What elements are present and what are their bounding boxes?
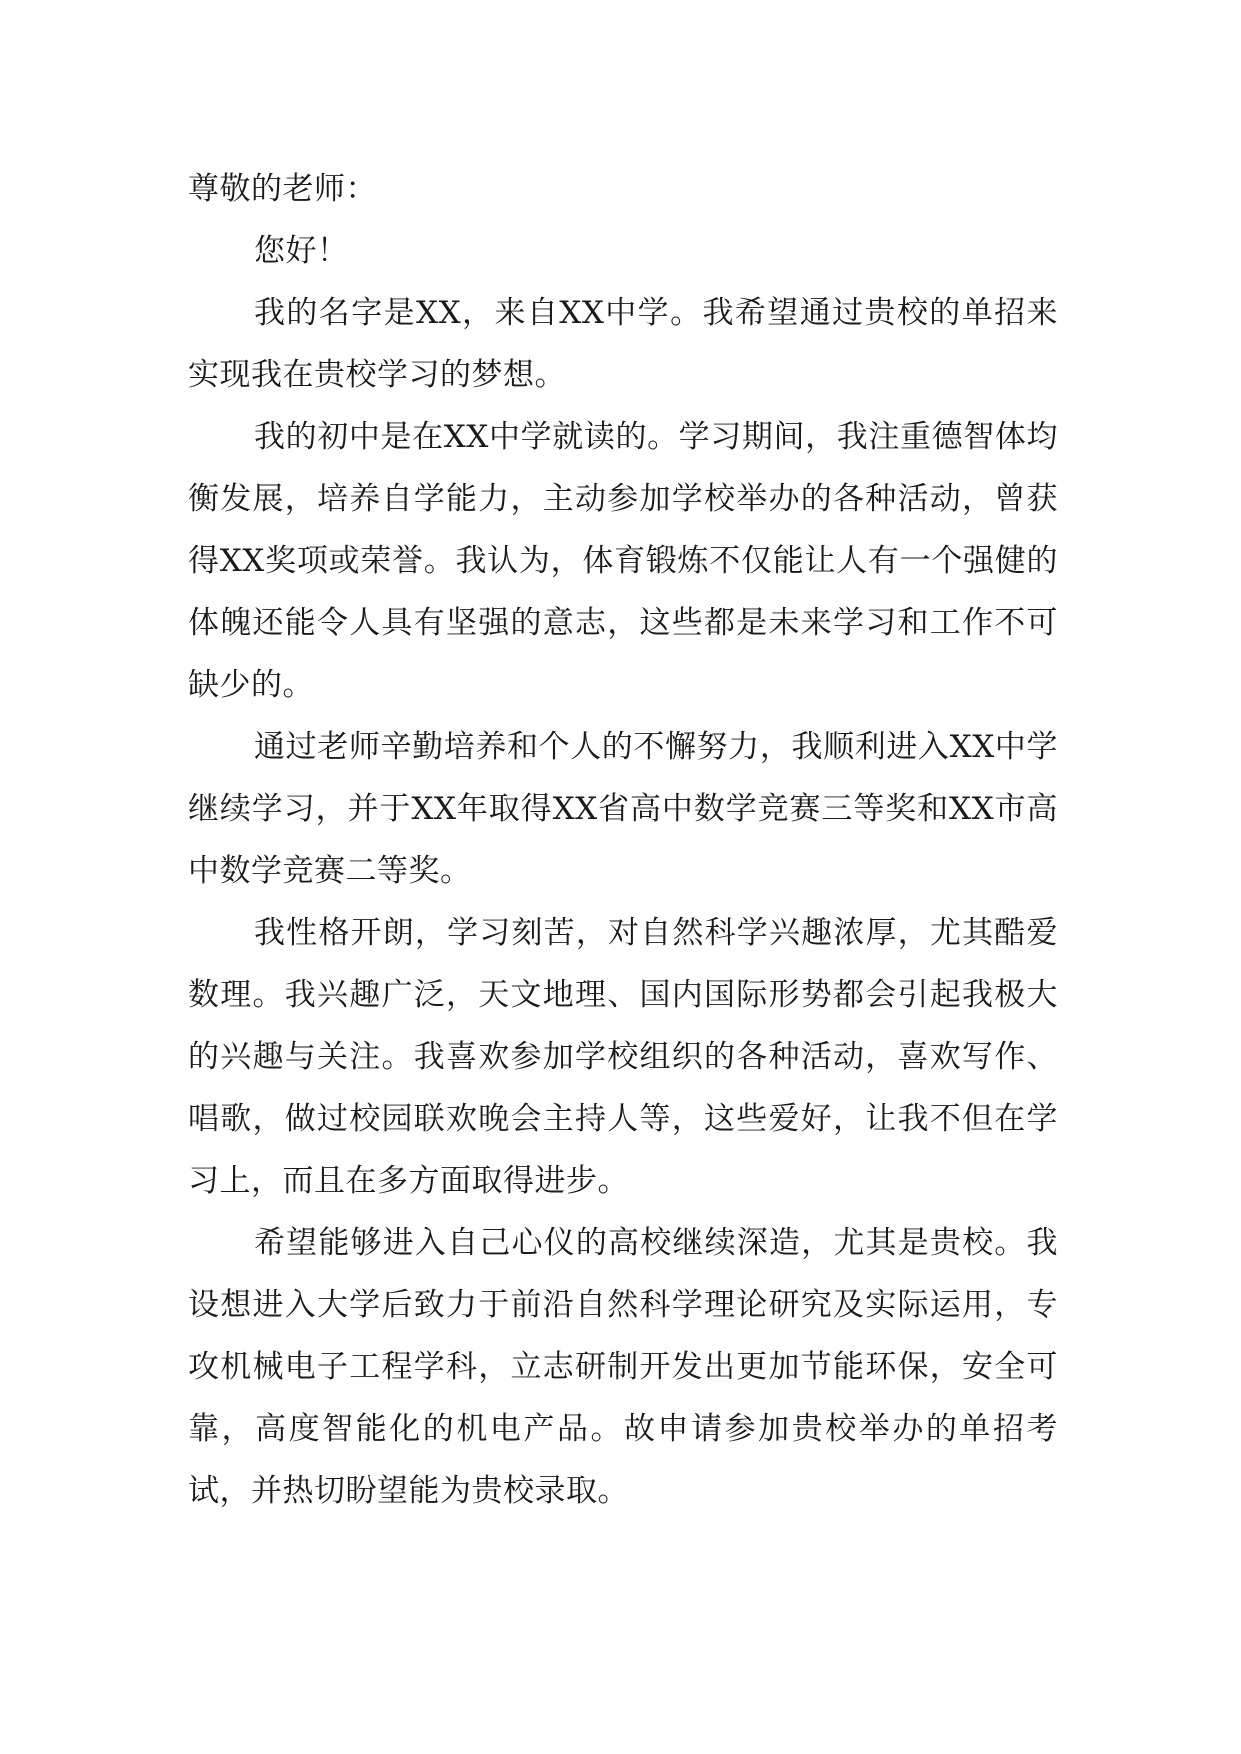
paragraph-aspiration: 希望能够进入自己心仪的高校继续深造，尤其是贵校。我设想进入大学后致力于前沿自然科学理论研究及实际运用，专攻机械电子工程学科，立志研制开发出更加节能环保，安全可靠，高度智能化的机电产品。故申请参加贵校举办的单招考试，并热切盼望能为贵校录取。 bbox=[188, 1225, 1058, 1509]
paragraph-introduction: 我的名字是XX，来自XX中学。我希望通过贵校的单招来实现我在贵校学习的梦想。 bbox=[188, 295, 1058, 393]
letter-body bbox=[188, 158, 1058, 1522]
paragraph-junior-school: 我的初中是在XX中学就读的。学习期间，我注重德智体均衡发展，培养自学能力，主动参加学校举办的各种活动，曾获得XX奖项或荣誉。我认为，体育锻炼不仅能让人有一个强健的体魄还能令人具有坚强的意志，这些都是未来学习和工作不可缺少的。 bbox=[188, 419, 1058, 703]
salutation: 尊敬的老师： bbox=[188, 171, 377, 207]
paragraph-awards: 通过老师辛勤培养和个人的不懈努力，我顺利进入XX中学继续学习，并于XX年取得XX省高中数学竞赛三等奖和XX市高中数学竞赛二等奖。 bbox=[188, 729, 1058, 889]
paragraph-personality: 我性格开朗，学习刻苦，对自然科学兴趣浓厚，尤其酷爱数理。我兴趣广泛，天文地理、国内国际形势都会引起我极大的兴趣与关注。我喜欢参加学校组织的各种活动，喜欢写作、唱歌，做过校园联欢晚会主持人等，这些爱好，让我不但在学习上，而且在多方面取得进步。 bbox=[188, 915, 1058, 1199]
greeting: 您好！ bbox=[254, 233, 349, 269]
